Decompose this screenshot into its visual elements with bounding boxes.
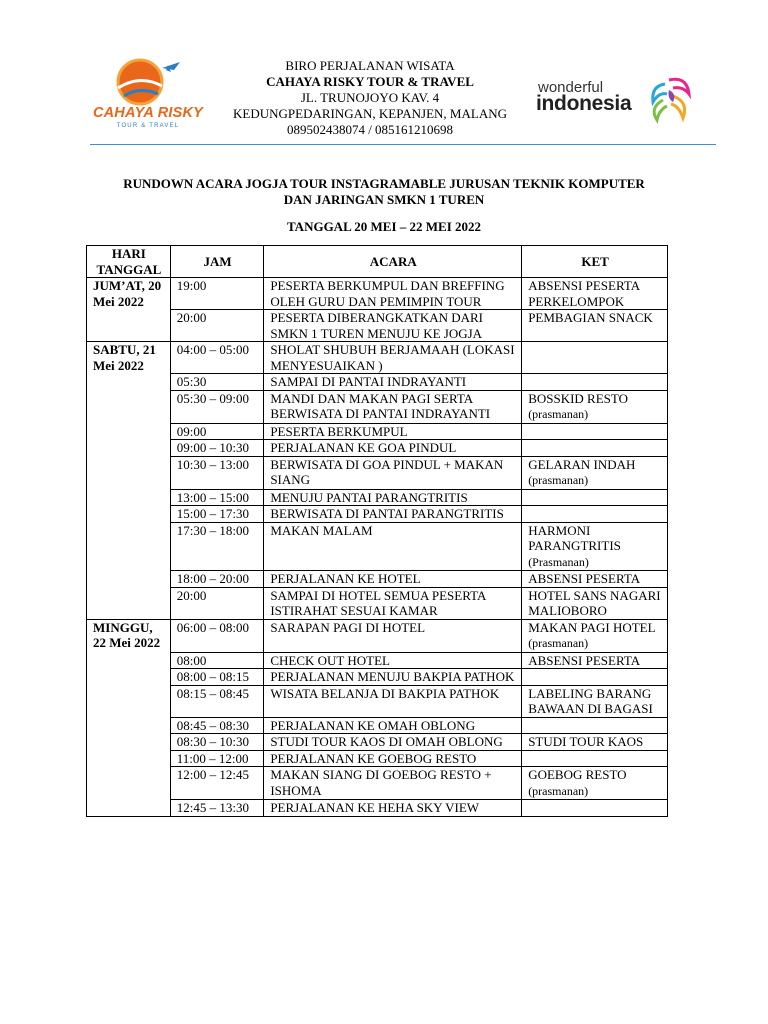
time-cell: 04:00 – 05:00: [170, 342, 264, 374]
title-line-2: DAN JARINGAN SMKN 1 TUREN: [283, 192, 485, 207]
time-cell: 17:30 – 18:00: [170, 522, 264, 571]
company-name: CAHAYA RISKY TOUR & TRAVEL: [266, 74, 474, 89]
activity-cell: BERWISATA DI GOA PINDUL + MAKAN SIANG: [264, 456, 522, 489]
note-cell: [522, 669, 668, 686]
company-type: BIRO PERJALANAN WISATA: [285, 58, 455, 73]
note-cell: [522, 489, 668, 506]
table-body: [87, 278, 668, 817]
note-text: STUDI TOUR KAOS: [528, 734, 644, 749]
note-text: PEMBAGIAN SNACK: [528, 310, 653, 325]
time-cell: 09:00 – 10:30: [170, 440, 264, 457]
note-text: BOSSKID RESTO: [528, 390, 628, 406]
time-cell: 15:00 – 17:30: [170, 506, 264, 523]
note-cell: [522, 750, 668, 767]
garuda-swirl-icon: [643, 72, 695, 124]
note-cell: [522, 390, 668, 423]
table-row: [87, 440, 668, 457]
activity-cell: PERJALANAN KE OMAH OBLONG: [264, 717, 522, 734]
activity-cell: PERJALANAN KE HEHA SKY VIEW: [264, 800, 522, 817]
activity-cell: MAKAN MALAM: [264, 522, 522, 571]
company-city: KEDUNGPEDARINGAN, KEPANJEN, MALANG: [233, 106, 507, 121]
activity-cell: PERJALANAN MENUJU BAKPIA PATHOK: [264, 669, 522, 686]
table-row: [87, 619, 668, 652]
table-row: [87, 750, 668, 767]
logo-text-bottom: indonesia: [536, 92, 632, 115]
note-cell: [522, 374, 668, 391]
document-title: [80, 176, 688, 208]
time-cell: 08:30 – 10:30: [170, 734, 264, 751]
note-subtext: (Prasmanan): [528, 554, 589, 569]
time-cell: 19:00: [170, 278, 264, 310]
note-cell: [522, 685, 668, 717]
time-cell: 20:00: [170, 587, 264, 619]
rundown-table: [86, 245, 668, 817]
table-row: [87, 685, 668, 717]
sun-plane-icon: [110, 56, 186, 106]
note-cell: [522, 619, 668, 652]
note-subtext: (prasmanan): [528, 636, 589, 650]
note-cell: [522, 456, 668, 489]
time-cell: 08:00 – 08:15: [170, 669, 264, 686]
document-date: TANGGAL 20 MEI – 22 MEI 2022: [286, 219, 482, 234]
day-date-cell: JUM’AT, 20 Mei 2022: [87, 278, 171, 342]
table-row: [87, 489, 668, 506]
table-row: [87, 278, 668, 310]
company-street: JL. TRUNOJOYO KAV. 4: [300, 90, 440, 105]
brand-tagline: TOUR & TRAVEL: [116, 123, 180, 129]
table-row: [87, 734, 668, 751]
activity-cell: MANDI DAN MAKAN PAGI SERTA BERWISATA DI PANTAI INDRAYANTI: [264, 390, 522, 423]
time-cell: 12:00 – 12:45: [170, 767, 264, 800]
table-row: [87, 374, 668, 391]
table-row: [87, 767, 668, 800]
company-phone: 089502438074 / 085161210698: [286, 122, 454, 137]
activity-cell: SAMPAI DI HOTEL SEMUA PESERTA ISTIRAHAT SESUAI KAMAR: [264, 587, 522, 619]
time-cell: 06:00 – 08:00: [170, 619, 264, 652]
note-cell: [522, 767, 668, 800]
note-cell: [522, 423, 668, 440]
activity-cell: SHOLAT SHUBUH BERJAMAAH (LOKASI MENYESUAIKAN ): [264, 342, 522, 374]
table-row: [87, 456, 668, 489]
note-cell: [522, 571, 668, 588]
activity-cell: WISATA BELANJA DI BAKPIA PATHOK: [264, 685, 522, 717]
brand-name: CAHAYA RISKY: [92, 105, 204, 121]
note-cell: [522, 522, 668, 571]
table-row: [87, 652, 668, 669]
cahaya-risky-logo: [88, 56, 208, 136]
time-cell: 08:00: [170, 652, 264, 669]
header-divider: [90, 144, 716, 145]
note-text: MAKAN PAGI HOTEL: [528, 619, 656, 635]
table-row: [87, 506, 668, 523]
note-text: LABELING BARANG BAWAAN DI BAGASI: [528, 685, 653, 716]
note-subtext: (prasmanan): [528, 783, 589, 798]
time-cell: 10:30 – 13:00: [170, 456, 264, 489]
note-text: ABSENSI PESERTA PERKELOMPOK: [528, 278, 640, 309]
activity-cell: PESERTA BERKUMPUL: [264, 423, 522, 440]
activity-cell: PESERTA DIBERANGKATKAN DARI SMKN 1 TUREN MENUJU KE JOGJA: [264, 310, 522, 342]
activity-cell: CHECK OUT HOTEL: [264, 652, 522, 669]
table-row: [87, 522, 668, 571]
header-activity: ACARA: [264, 246, 522, 278]
note-cell: [522, 278, 668, 310]
table-row: [87, 423, 668, 440]
table-row: [87, 571, 668, 588]
time-cell: 05:30 – 09:00: [170, 390, 264, 423]
table-header-row: [87, 246, 668, 278]
note-cell: [522, 506, 668, 523]
note-cell: [522, 652, 668, 669]
header-time: JAM: [170, 246, 264, 278]
company-info: [210, 58, 530, 138]
time-cell: 08:45 – 08:30: [170, 717, 264, 734]
time-cell: 18:00 – 20:00: [170, 571, 264, 588]
note-text: HOTEL SANS NAGARI MALIOBORO: [528, 587, 661, 618]
day-date-cell: SABTU, 21 Mei 2022: [87, 342, 171, 620]
note-cell: [522, 717, 668, 734]
activity-cell: MAKAN SIANG DI GOEBOG RESTO + ISHOMA: [264, 767, 522, 800]
table-row: [87, 390, 668, 423]
note-text: GELARAN INDAH: [528, 456, 636, 472]
table-row: [87, 800, 668, 817]
table-row: [87, 310, 668, 342]
note-subtext: (prasmanan): [528, 473, 589, 487]
activity-cell: PERJALANAN KE GOEBOG RESTO: [264, 750, 522, 767]
logo-text-top: wonderful: [538, 79, 604, 96]
note-text: ABSENSI PESERTA: [528, 652, 641, 668]
note-cell: [522, 800, 668, 817]
time-cell: 09:00: [170, 423, 264, 440]
activity-cell: SAMPAI DI PANTAI INDRAYANTI: [264, 374, 522, 391]
letterhead: [0, 0, 768, 150]
note-text: HARMONI PARANGTRITIS: [528, 522, 621, 553]
activity-cell: MENUJU PANTAI PARANGTRITIS: [264, 489, 522, 506]
time-cell: 12:45 – 13:30: [170, 800, 264, 817]
header-note: KET: [522, 246, 668, 278]
note-cell: [522, 734, 668, 751]
time-cell: 08:15 – 08:45: [170, 685, 264, 717]
table-row: [87, 342, 668, 374]
activity-cell: PERJALANAN KE GOA PINDUL: [264, 440, 522, 457]
day-date-cell: MINGGU, 22 Mei 2022: [87, 619, 171, 816]
activity-cell: PESERTA BERKUMPUL DAN BREFFING OLEH GURU DAN PEMIMPIN TOUR: [264, 278, 522, 310]
table-row: [87, 717, 668, 734]
note-subtext: (prasmanan): [528, 407, 589, 421]
header-day: HARI TANGGAL: [87, 246, 171, 278]
time-cell: 05:30: [170, 374, 264, 391]
note-cell: [522, 440, 668, 457]
time-cell: 11:00 – 12:00: [170, 750, 264, 767]
note-text: ABSENSI PESERTA: [528, 571, 641, 586]
activity-cell: STUDI TOUR KAOS DI OMAH OBLONG: [264, 734, 522, 751]
activity-cell: SARAPAN PAGI DI HOTEL: [264, 619, 522, 652]
table-row: [87, 669, 668, 686]
note-cell: [522, 310, 668, 342]
table-row: [87, 587, 668, 619]
activity-cell: PERJALANAN KE HOTEL: [264, 571, 522, 588]
activity-cell: BERWISATA DI PANTAI PARANGTRITIS: [264, 506, 522, 523]
note-text: GOEBOG RESTO: [528, 767, 627, 782]
note-cell: [522, 587, 668, 619]
time-cell: 20:00: [170, 310, 264, 342]
title-line-1: RUNDOWN ACARA JOGJA TOUR INSTAGRAMABLE JURUSAN TEKNIK KOMPUTER: [123, 176, 645, 191]
wonderful-indonesia-logo: [533, 72, 693, 132]
note-cell: [522, 342, 668, 374]
time-cell: 13:00 – 15:00: [170, 489, 264, 506]
